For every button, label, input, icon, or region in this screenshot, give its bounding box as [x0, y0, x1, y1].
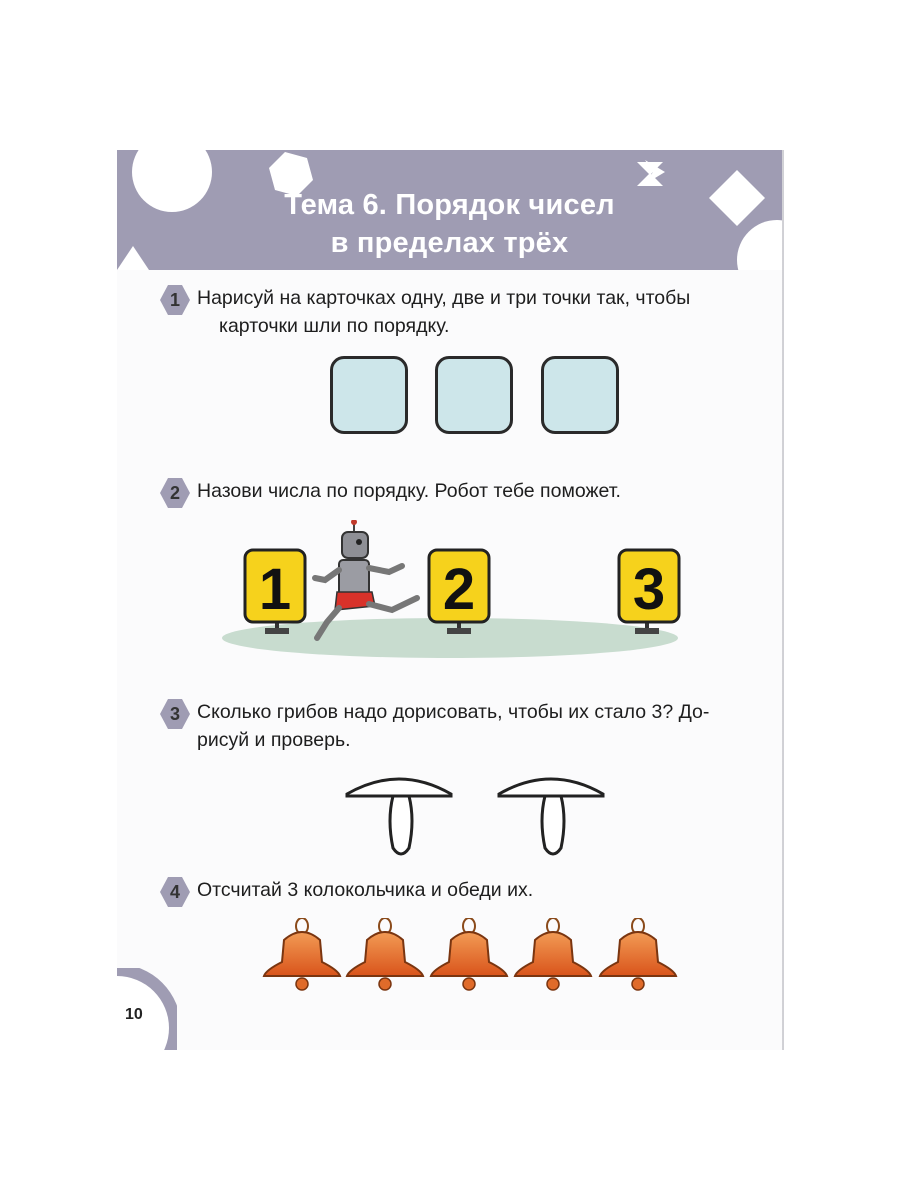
task-3-text [197, 698, 767, 754]
task-3-line-2: рисуй и проверь. [197, 729, 351, 751]
task-number-3: 3 [169, 704, 180, 724]
task-badge-2 [159, 477, 191, 509]
title-line-2: в пределах трёх [330, 227, 569, 259]
task-badge-1 [159, 284, 191, 316]
workbook-page [117, 150, 782, 1050]
task-number-1: 1 [169, 290, 180, 310]
topic-banner [117, 150, 782, 270]
sign-label-3: 3 [632, 557, 666, 622]
task-3-line-1: Сколько грибов надо дорисовать, чтобы их стало 3? До- [197, 701, 710, 723]
bell-4 [515, 918, 591, 990]
bell-5 [600, 918, 676, 990]
task-number-4: 4 [169, 882, 180, 902]
mushroom-outline-2 [499, 779, 603, 854]
title-line-1: Тема 6. Порядок чисел [284, 189, 615, 221]
ground-ellipse [222, 618, 678, 658]
page-number: 10 [125, 1006, 143, 1023]
sign-numbers [259, 557, 665, 622]
mushroom-outlines [117, 770, 782, 870]
task-badge-3 [159, 698, 191, 730]
task-4-text [197, 876, 767, 904]
bell-2 [347, 918, 423, 990]
dot-card-2[interactable] [435, 356, 513, 434]
dot-card-1[interactable] [330, 356, 408, 434]
task-number-2: 2 [169, 483, 180, 503]
task-2-text [197, 477, 767, 505]
task-1-line-1: Нарисуй на карточках одну, две и три точки так, чтобы [197, 287, 691, 309]
task-2-line-1: Назови числа по порядку. Робот тебе поможет. [197, 480, 621, 502]
mushroom-outline-1 [347, 779, 451, 854]
robot-scene [117, 520, 782, 690]
task-badge-4 [159, 876, 191, 908]
task-1-text [197, 284, 767, 340]
task-1-line-2: карточки шли по порядку. [219, 315, 450, 337]
sign-label-2: 2 [442, 557, 476, 622]
bells-row [117, 918, 782, 1008]
bell-1 [264, 918, 340, 990]
task-4-line-1: Отсчитай 3 колокольчика и обеди их. [197, 879, 534, 901]
dot-card-3[interactable] [541, 356, 619, 434]
sign-label-1: 1 [258, 557, 292, 622]
bell-3 [431, 918, 507, 990]
